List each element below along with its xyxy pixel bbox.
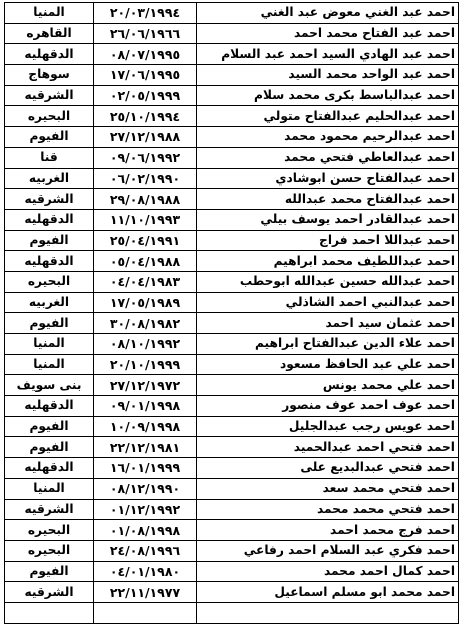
birthdate-cell: ٢٥/٠٤/١٩٩١ <box>94 230 197 251</box>
name-cell: احمد فتحي عبدالبديع على <box>197 458 459 479</box>
name-cell: احمد علاء الدين عبدالفتاح ابراهيم <box>197 334 459 355</box>
governorate-cell: المنيا <box>5 478 94 499</box>
name-cell: احمد عبدالنبي احمد الشاذلي <box>197 292 459 313</box>
table-row <box>5 602 459 623</box>
birthdate-cell: ٠٨/١٠/١٩٩٢ <box>94 334 197 355</box>
name-cell: احمد عوف احمد عوف منصور <box>197 396 459 417</box>
name-cell: احمد عويس رجب عبدالجليل <box>197 416 459 437</box>
governorate-cell: الدقهليه <box>5 458 94 479</box>
name-cell: احمد عبدالفتاح محمد عبدالله <box>197 189 459 210</box>
table-row <box>5 313 459 334</box>
governorate-cell: الشرقيه <box>5 499 94 520</box>
birthdate-cell: ٠٤/٠٤/١٩٨٣ <box>94 271 197 292</box>
governorate-cell: الدقهليه <box>5 44 94 65</box>
name-cell: احمد عبدالله حسين عبدالله ابوحطب <box>197 271 459 292</box>
name-cell: احمد عبدالفتاح حسن ابوشادي <box>197 168 459 189</box>
birthdate-cell <box>94 602 197 623</box>
birthdate-cell: ٢٦/٠٦/١٩٦٦ <box>94 23 197 44</box>
birthdate-cell: ٣٠/٠٨/١٩٨٢ <box>94 313 197 334</box>
table-row <box>5 65 459 86</box>
name-cell: احمد محمد ابو مسلم اسماعيل <box>197 582 459 603</box>
table-row <box>5 478 459 499</box>
name-cell: احمد فكري عبد السلام احمد رفاعي <box>197 540 459 561</box>
table-row <box>5 292 459 313</box>
name-cell: احمد عبد الفتاح محمد احمد <box>197 23 459 44</box>
birthdate-cell: ٠٨/٠٧/١٩٩٥ <box>94 44 197 65</box>
name-cell: احمد عبدالرحيم محمود محمد <box>197 127 459 148</box>
table-row <box>5 416 459 437</box>
table-row <box>5 85 459 106</box>
table-row <box>5 334 459 355</box>
table-row <box>5 44 459 65</box>
birthdate-cell: ٢٧/١٢/١٩٨٨ <box>94 127 197 148</box>
governorate-cell: الغربيه <box>5 292 94 313</box>
name-cell: احمد كمال احمد محمد <box>197 561 459 582</box>
name-cell: احمد عبد الواحد محمد السيد <box>197 65 459 86</box>
name-cell <box>197 602 459 623</box>
name-cell: احمد عبدالقادر احمد يوسف بيلي <box>197 209 459 230</box>
table-row <box>5 375 459 396</box>
name-cell: احمد عبدالحليم عبدالفتاح متولي <box>197 106 459 127</box>
name-cell: احمد فتحي محمد سعد <box>197 478 459 499</box>
table-row <box>5 106 459 127</box>
birthdate-cell: ٢٥/١٠/١٩٩٤ <box>94 106 197 127</box>
names-sheet <box>0 2 460 624</box>
table-row <box>5 540 459 561</box>
governorate-cell: الدقهليه <box>5 251 94 272</box>
table-row <box>5 458 459 479</box>
name-cell: احمد فرج محمد احمد <box>197 520 459 541</box>
table-row <box>5 230 459 251</box>
name-cell: احمد فتحي احمد عبدالحميد <box>197 437 459 458</box>
table-row <box>5 520 459 541</box>
table-row <box>5 209 459 230</box>
name-cell: احمد علي عبد الحافظ مسعود <box>197 354 459 375</box>
name-cell: احمد علي محمد يونس <box>197 375 459 396</box>
birthdate-cell: ٠١/٠٨/١٩٩٨ <box>94 520 197 541</box>
names-table <box>4 2 459 624</box>
name-cell: احمد عبد الهادي السيد احمد عبد السلام <box>197 44 459 65</box>
birthdate-cell: ٢٧/١٢/١٩٧٢ <box>94 375 197 396</box>
table-row <box>5 499 459 520</box>
birthdate-cell: ١٧/٠٥/١٩٨٩ <box>94 292 197 313</box>
governorate-cell: الدقهليه <box>5 209 94 230</box>
birthdate-cell: ٠٤/٠١/١٩٨٠ <box>94 561 197 582</box>
table-row <box>5 354 459 375</box>
governorate-cell: الغربيه <box>5 168 94 189</box>
governorate-cell: الفيوم <box>5 437 94 458</box>
birthdate-cell: ١٦/٠١/١٩٩٩ <box>94 458 197 479</box>
table-row <box>5 437 459 458</box>
governorate-cell: بنى سويف <box>5 375 94 396</box>
birthdate-cell: ٠٩/٠٦/١٩٩٢ <box>94 147 197 168</box>
governorate-cell: المنيا <box>5 334 94 355</box>
governorate-cell: الشرقيه <box>5 189 94 210</box>
governorate-cell: الفيوم <box>5 561 94 582</box>
birthdate-cell: ٠٩/٠١/١٩٩٨ <box>94 396 197 417</box>
table-row <box>5 3 459 24</box>
governorate-cell: سوهاج <box>5 65 94 86</box>
table-row <box>5 127 459 148</box>
birthdate-cell: ٠١/١٢/١٩٩٢ <box>94 499 197 520</box>
birthdate-cell: ٢٩/٠٨/١٩٨٨ <box>94 189 197 210</box>
governorate-cell <box>5 602 94 623</box>
governorate-cell: المنيا <box>5 3 94 24</box>
birthdate-cell: ٢٢/١١/١٩٧٧ <box>94 582 197 603</box>
birthdate-cell: ١٧/٠٦/١٩٩٥ <box>94 65 197 86</box>
birthdate-cell: ٢٠/١٠/١٩٩٩ <box>94 354 197 375</box>
table-row <box>5 271 459 292</box>
governorate-cell: الفيوم <box>5 230 94 251</box>
table-row <box>5 251 459 272</box>
name-cell: احمد فتحي محمد محمد <box>197 499 459 520</box>
table-row <box>5 561 459 582</box>
governorate-cell: الفيوم <box>5 127 94 148</box>
birthdate-cell: ٢٠/٠٣/١٩٩٤ <box>94 3 197 24</box>
governorate-cell: الشرقيه <box>5 582 94 603</box>
governorate-cell: القاهره <box>5 23 94 44</box>
governorate-cell: البحيره <box>5 106 94 127</box>
governorate-cell: الفيوم <box>5 416 94 437</box>
birthdate-cell: ٢٤/٠٨/١٩٩٦ <box>94 540 197 561</box>
name-cell: احمد عبدالعاطي فتحي محمد <box>197 147 459 168</box>
governorate-cell: البحيره <box>5 540 94 561</box>
birthdate-cell: ١٠/٠٩/١٩٩٨ <box>94 416 197 437</box>
birthdate-cell: ١١/١٠/١٩٩٣ <box>94 209 197 230</box>
governorate-cell: قنا <box>5 147 94 168</box>
name-cell: احمد عبداللطيف محمد ابراهيم <box>197 251 459 272</box>
birthdate-cell: ٠٥/٠٤/١٩٨٨ <box>94 251 197 272</box>
governorate-cell: الشرقيه <box>5 85 94 106</box>
governorate-cell: الدقهليه <box>5 396 94 417</box>
table-row <box>5 396 459 417</box>
birthdate-cell: ٢٢/١٢/١٩٨١ <box>94 437 197 458</box>
governorate-cell: البحيره <box>5 520 94 541</box>
name-cell: احمد عبد الغني معوض عبد الغني <box>197 3 459 24</box>
birthdate-cell: ٠٨/١٢/١٩٩٠ <box>94 478 197 499</box>
name-cell: احمد عثمان سيد احمد <box>197 313 459 334</box>
table-row <box>5 168 459 189</box>
birthdate-cell: ٠٦/٠٢/١٩٩٠ <box>94 168 197 189</box>
table-body <box>5 3 459 624</box>
governorate-cell: البحيره <box>5 271 94 292</box>
governorate-cell: الفيوم <box>5 313 94 334</box>
table-row <box>5 23 459 44</box>
governorate-cell: المنيا <box>5 354 94 375</box>
table-row <box>5 582 459 603</box>
table-row <box>5 147 459 168</box>
name-cell: احمد عبداللا احمد فراج <box>197 230 459 251</box>
table-row <box>5 189 459 210</box>
birthdate-cell: ٠٢/٠٥/١٩٩٩ <box>94 85 197 106</box>
name-cell: احمد عبدالباسط بكرى محمد سلام <box>197 85 459 106</box>
